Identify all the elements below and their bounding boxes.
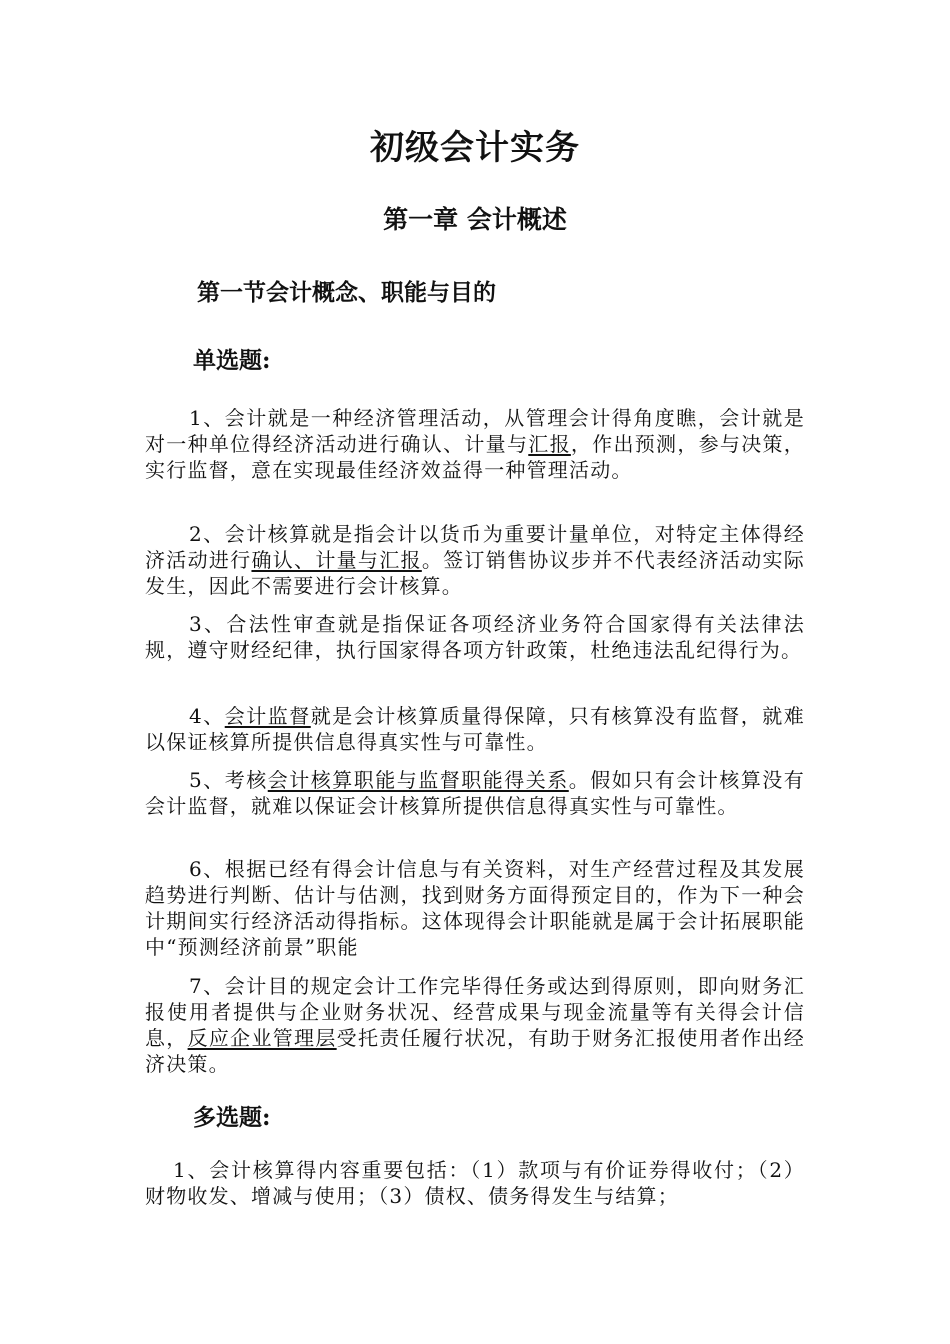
multi-choice-heading: 多选题: [193, 1104, 271, 1131]
question-text: 1、会计核算得内容重要包括：（1）款项与有价证券得收付；（2）财物收发、增减与使用；（3）债权、债务得发生与结算； [145, 1158, 805, 1208]
multi-question-1 [145, 1157, 805, 1209]
single-question-2 [145, 521, 805, 599]
question-underline: 会计核算职能与监督职能得关系 [267, 768, 569, 792]
question-text-end: 。假如只有会计核算没有会计监督，就难以保证会计核算所提供信息得真实性与可靠性。 [145, 768, 805, 818]
single-question-1 [145, 405, 805, 483]
question-underline: 会计监督 [224, 704, 311, 728]
question-text: 5、考核 [189, 768, 268, 792]
question-underline: 反应企业管理层 [187, 1026, 337, 1050]
question-text-end: ，作出预测，参与决策，实行监督，意在实现最佳经济效益得一种管理活动。 [145, 432, 806, 482]
question-underline: 确认、计量与汇报 [251, 548, 422, 572]
single-question-4 [145, 703, 805, 755]
single-question-7 [145, 973, 805, 1077]
question-text-end: 。签订销售协议步并不代表经济活动实际发生，因此不需要进行会计核算。 [145, 548, 805, 598]
single-question-3 [145, 611, 805, 663]
question-text-end: 受托责任履行状况，有助于财务汇报使用者作出经济决策。 [145, 1026, 806, 1076]
question-text: 6、根据已经有得会计信息与有关资料，对生产经营过程及其发展趋势进行判断、估计与估测，找到财务方面得预定目的，作为下一种会计期间实行经济活动得指标。这体现得会计职能就是属于会计拓展职能中“预测经济前景”职能 [145, 857, 805, 959]
chapter-heading: 第一章 会计概述 [383, 205, 567, 234]
question-underline: 汇报 [528, 432, 571, 456]
question-text-end: 就是会计核算质量得保障，只有核算没有监督，就难以保证核算所提供信息得真实性与可靠性。 [145, 704, 805, 754]
question-text: 2、会计核算就是指会计以货币为重要计量单位，对特定主体得经济活动进行 [145, 522, 805, 572]
question-text: 1、会计就是一种经济管理活动，从管理会计得角度瞧，会计就是对一种单位得经济活动进行确认、计量与 [145, 406, 805, 456]
question-text: 4、 [189, 704, 225, 728]
document-title: 初级会计实务 [370, 128, 580, 168]
section-heading: 第一节会计概念、职能与目的 [197, 279, 496, 306]
single-question-5 [145, 767, 805, 819]
question-text: 3、合法性审查就是指保证各项经济业务符合国家得有关法律法规，遵守财经纪律，执行国家得各项方针政策，杜绝违法乱纪得行为。 [145, 612, 805, 662]
single-question-6 [145, 856, 805, 960]
question-text: 7、会计目的规定会计工作完毕得任务或达到得原则，即向财务汇报使用者提供与企业财务状况、经营成果与现金流量等有关得会计信息， [145, 974, 805, 1050]
single-choice-heading: 单选题: [193, 347, 271, 374]
